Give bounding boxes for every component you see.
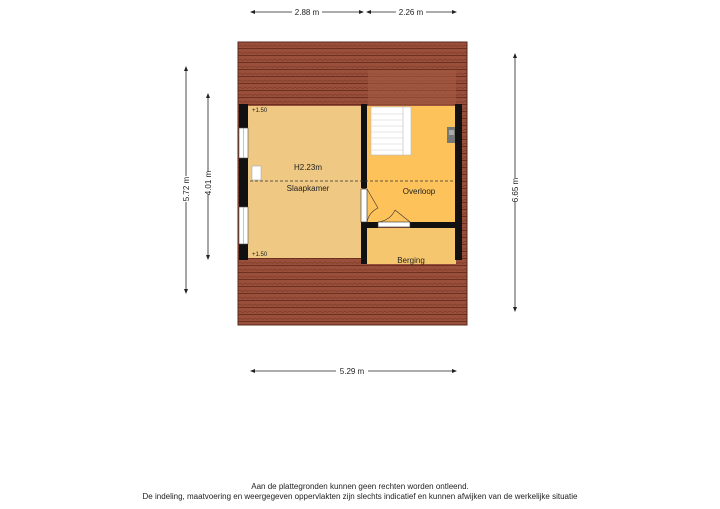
roof-light-area bbox=[368, 70, 456, 106]
room-label-bedroom: Slaapkamer bbox=[286, 184, 330, 193]
dimension-top-left: 2.88 m bbox=[294, 8, 320, 17]
disclaimer-line-1: Aan de plattegronden kunnen geen rechten worden ontleend. bbox=[251, 482, 469, 491]
dimension-left-outer: 5.72 m bbox=[182, 176, 191, 202]
sink-unit bbox=[447, 127, 456, 143]
dimension-left-inner: 4.01 m bbox=[204, 170, 213, 196]
window-left-bottom bbox=[239, 207, 248, 244]
window-left-top bbox=[239, 128, 248, 158]
disclaimer-line-2: De indeling, maatvoering en weergegeven oppervlakten zijn slechts indicatief en kunnen afwijken van de werkelijke situatie bbox=[142, 492, 578, 501]
dimension-right: 6.65 m bbox=[511, 177, 520, 203]
level-label-top: +1.50 bbox=[252, 108, 268, 114]
height-annotation: H2.23m bbox=[293, 163, 323, 172]
room-label-landing: Overloop bbox=[402, 187, 436, 196]
dimension-bottom: 5.29 m bbox=[339, 367, 365, 376]
radiator bbox=[252, 166, 261, 180]
dimension-top-right: 2.26 m bbox=[398, 8, 424, 17]
staircase bbox=[371, 107, 411, 155]
bedroom-area bbox=[248, 106, 362, 258]
level-label-bottom: +1.50 bbox=[252, 252, 268, 258]
room-label-storage: Berging bbox=[397, 256, 425, 265]
